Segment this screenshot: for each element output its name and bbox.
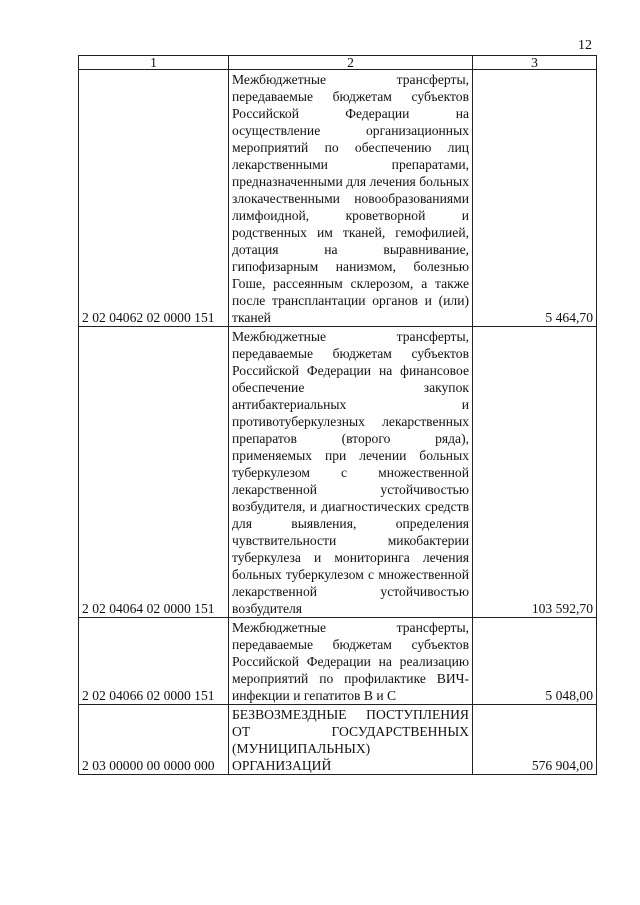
page-number: 12: [578, 38, 592, 53]
header-row: [79, 56, 597, 70]
column-header-3: 3: [473, 56, 597, 70]
amount-cell: 103 592,70: [473, 327, 597, 618]
amount-cell: 5 048,00: [473, 618, 597, 705]
table-body: [79, 70, 597, 775]
budget-code-cell: 2 02 04064 02 0000 151: [79, 327, 229, 618]
table-header: [79, 56, 597, 70]
column-header-2: 2: [229, 56, 473, 70]
table-row: [79, 705, 597, 775]
amount-cell: 576 904,00: [473, 705, 597, 775]
description-cell: Межбюджетные трансферты, передаваемые бюджетам субъектов Российской Федерации на осуществление организационных мероприятий по обеспечению лиц лекарственными препаратами, предназначенными для лечения больных злокачественными новообразованиями лимфоидной, кроветворной и родственных им тканей, гемофилией, дотация на выравнивание, гипофизарным нанизмом, болезнью Гоше, рассеянным склерозом, а также после трансплантации органов и (или) тканей: [229, 70, 473, 327]
table-row: [79, 618, 597, 705]
description-cell: БЕЗВОЗМЕЗДНЫЕ ПОСТУПЛЕНИЯ ОТ ГОСУДАРСТВЕННЫХ (МУНИЦИПАЛЬНЫХ) ОРГАНИЗАЦИЙ: [229, 705, 473, 775]
budget-code-cell: 2 02 04066 02 0000 151: [79, 618, 229, 705]
description-cell: Межбюджетные трансферты, передаваемые бюджетам субъектов Российской Федерации на финансовое обеспечение закупок антибактериальных и противотуберкулезных лекарственных препаратов (второго ряда), применяемых при лечении больных туберкулезом с множественной лекарственной устойчивостью возбудителя, и диагностических средств для выявления, определения чувствительности микобактерии туберкулеза и мониторинга лечения больных туберкулезом с множественной лекарственной устойчивостью возбудителя: [229, 327, 473, 618]
budget-code-cell: 2 03 00000 00 0000 000: [79, 705, 229, 775]
table-row: [79, 70, 597, 327]
budget-table: [78, 55, 597, 775]
column-header-1: 1: [79, 56, 229, 70]
budget-code-cell: 2 02 04062 02 0000 151: [79, 70, 229, 327]
description-cell: Межбюджетные трансферты, передаваемые бюджетам субъектов Российской Федерации на реализацию мероприятий по профилактике ВИЧ-инфекции и гепатитов В и С: [229, 618, 473, 705]
amount-cell: 5 464,70: [473, 70, 597, 327]
table-row: [79, 327, 597, 618]
